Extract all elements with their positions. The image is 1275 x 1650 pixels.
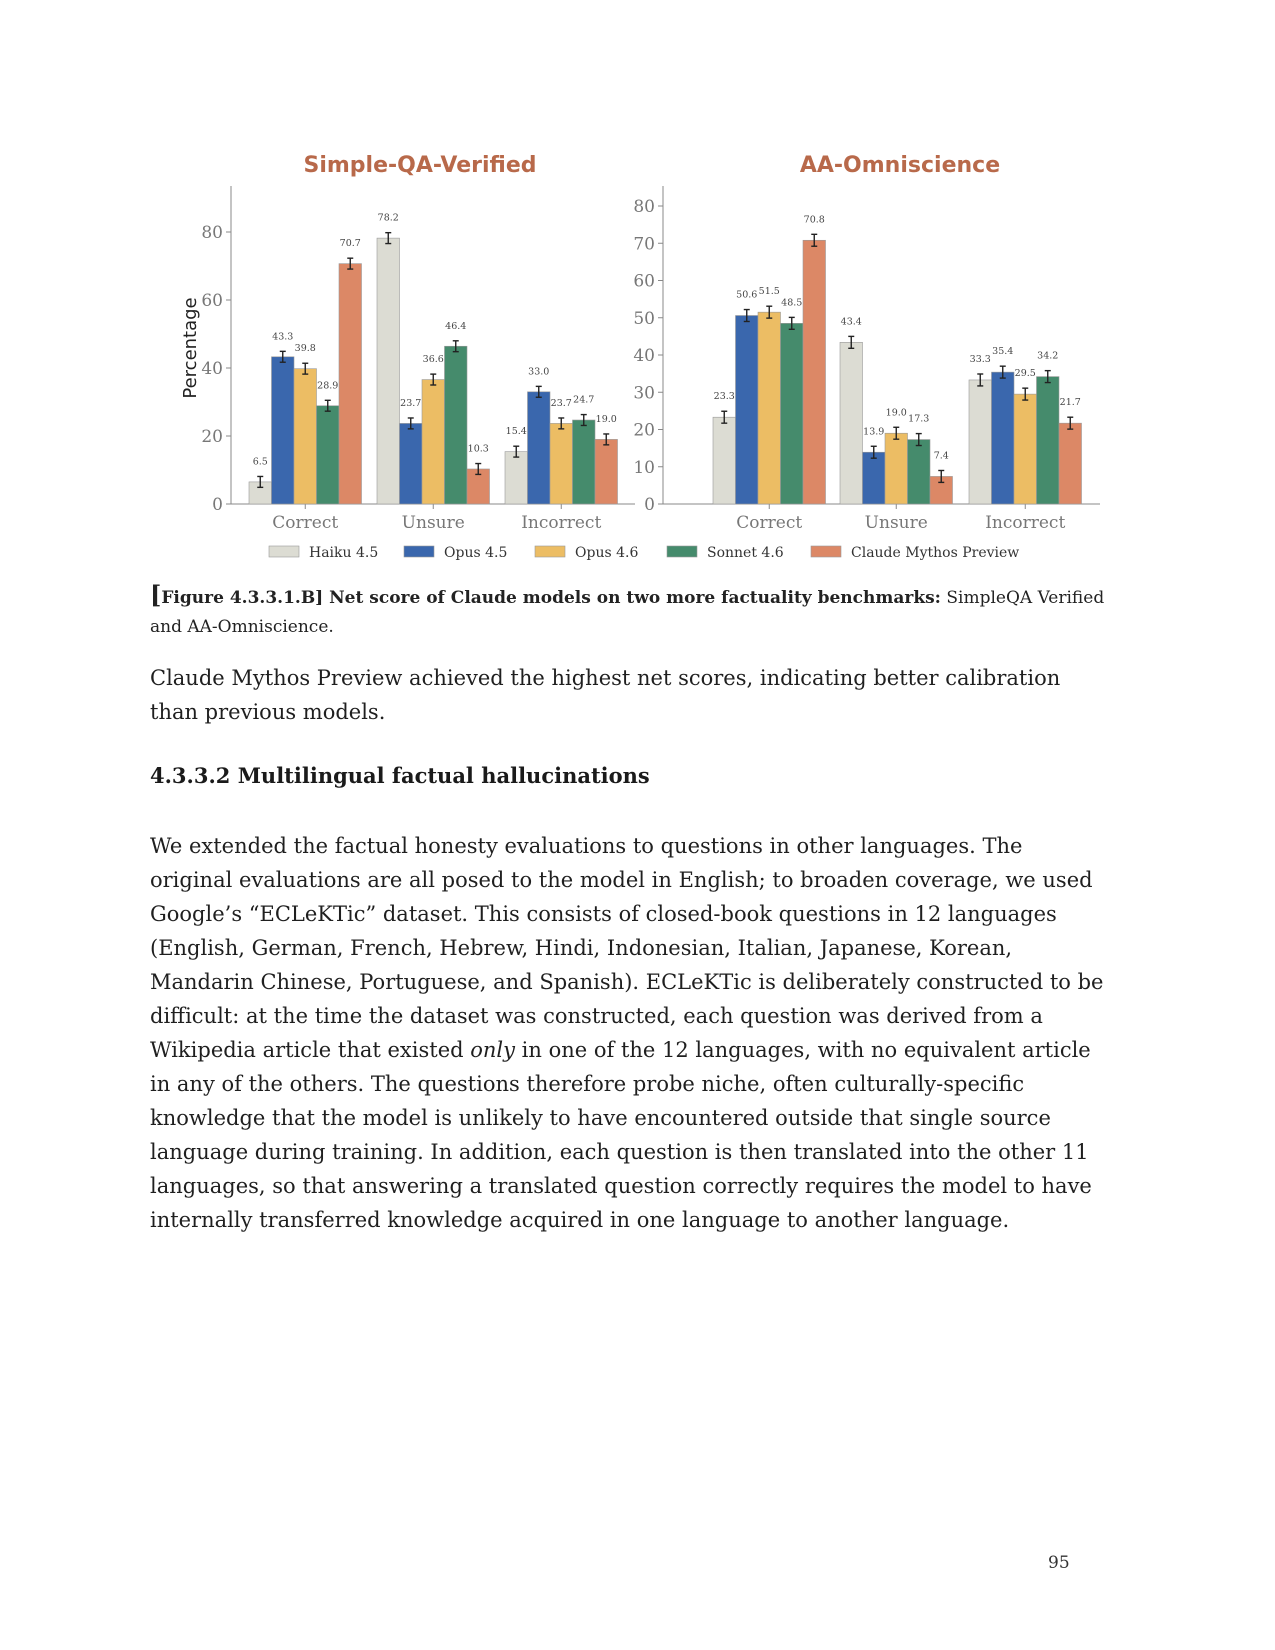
bar-value-label: 51.5 [758, 286, 780, 298]
bar [803, 240, 826, 504]
bar-value-label: 46.4 [445, 320, 467, 332]
bar-value-label: 15.4 [505, 426, 527, 438]
bar [1037, 377, 1060, 504]
chart-title: AA-Omniscience [799, 153, 1001, 178]
bar [595, 439, 618, 504]
bar-value-label: 78.2 [377, 212, 399, 224]
bar [863, 452, 886, 504]
bar-value-label: 43.4 [840, 316, 862, 328]
caption-bracket: [ [150, 580, 162, 609]
section-heading: 4.3.3.2 Multilingual factual hallucinations [150, 763, 650, 788]
bar [294, 369, 317, 504]
bar-value-label: 29.5 [1014, 368, 1036, 380]
bar [885, 433, 908, 504]
y-tick-label: 80 [201, 223, 223, 243]
bar-value-label: 6.5 [252, 456, 268, 468]
bar [736, 316, 759, 504]
bar-value-label: 43.3 [272, 331, 294, 343]
bar [713, 417, 736, 504]
legend-swatch [269, 546, 299, 557]
bar [781, 323, 804, 504]
bar-value-label: 13.9 [863, 426, 885, 438]
y-tick-label: 40 [201, 359, 223, 379]
bar [272, 357, 295, 504]
bar-value-label: 10.3 [467, 443, 489, 455]
y-tick-label: 0 [644, 495, 655, 515]
paragraph-emphasis: only [470, 1038, 515, 1062]
bar [339, 264, 362, 504]
legend-swatch [811, 546, 841, 557]
paragraph-results: Claude Mythos Preview achieved the highest net scores, indicating better calibration than previous models. [150, 666, 1061, 724]
x-tick-label: Incorrect [521, 513, 602, 533]
legend-label: Haiku 4.5 [309, 545, 379, 560]
bar [573, 420, 596, 504]
x-tick-label: Correct [272, 513, 339, 533]
chart-title: Simple-QA-Verified [303, 153, 537, 178]
bar-value-label: 24.7 [573, 394, 595, 406]
y-axis-label: Percentage [180, 297, 201, 399]
bar [317, 406, 340, 504]
bar-value-label: 39.8 [294, 343, 316, 355]
bar-value-label: 35.4 [992, 346, 1014, 358]
y-tick-label: 30 [633, 383, 655, 404]
y-tick-label: 70 [633, 234, 655, 255]
chart-simple-qa-verified [180, 153, 635, 533]
bar-value-label: 19.0 [595, 413, 617, 425]
bar-value-label: 70.7 [339, 238, 361, 250]
legend-swatch [535, 546, 565, 557]
legend-label: Opus 4.5 [444, 545, 508, 560]
bar [992, 372, 1015, 504]
paragraph-text-1: We extended the factual honesty evaluations to questions in other languages. The original evaluations are all posed to the model in English; to broaden coverage, we used Google’s “ECLeKTic” dataset. This consists of closed-book questions in 12 languages (English, German, French, Hebrew, Hindi, Indonesian, Italian, Japanese, Korean, Mandarin Chinese, Portuguese, and Spanish). ECLeKTic is deliberately constructed to be difficult: at the time the dataset was constructed, each question was derived from a Wikipedia article that existed [150, 834, 1104, 1062]
bar-value-label: 17.3 [908, 413, 930, 425]
bar-value-label: 23.7 [400, 397, 422, 409]
bar-value-label: 33.0 [528, 366, 550, 378]
bar [1059, 423, 1082, 504]
caption-label: Figure 4.3.3.1.B] Net score of Claude models on two more factuality benchmarks: [161, 588, 941, 608]
legend-label: Claude Mythos Preview [851, 545, 1020, 560]
bar [1014, 394, 1037, 504]
chart-aa-omniscience [633, 153, 1100, 533]
bar-value-label: 33.3 [969, 353, 991, 365]
x-tick-label: Unsure [864, 513, 928, 533]
legend-swatch [404, 546, 434, 557]
y-tick-label: 10 [633, 457, 655, 478]
bar [758, 312, 781, 504]
page-number: 95 [1048, 1553, 1070, 1573]
bar-value-label: 23.3 [713, 391, 735, 403]
bar [840, 342, 863, 504]
bar-value-label: 70.8 [803, 214, 825, 226]
y-tick-label: 20 [633, 420, 655, 441]
caption-text: SimpleQA Verified and AA-Omniscience. [150, 588, 1105, 637]
legend-swatch [667, 546, 697, 557]
y-tick-label: 80 [633, 197, 655, 217]
legend-label: Opus 4.6 [575, 545, 639, 560]
bar-value-label: 28.9 [317, 380, 339, 392]
y-tick-label: 40 [633, 346, 655, 366]
bar-value-label: 34.2 [1037, 350, 1059, 362]
bar-value-label: 23.7 [550, 397, 572, 409]
y-tick-label: 60 [633, 271, 655, 292]
bar [445, 346, 468, 504]
y-tick-label: 0 [212, 495, 223, 515]
bar-value-label: 21.7 [1059, 397, 1081, 409]
bar-value-label: 48.5 [781, 297, 803, 309]
bar-value-label: 19.0 [885, 407, 907, 419]
figure-charts [0, 0, 1275, 560]
x-tick-label: Unsure [401, 513, 465, 533]
bar [550, 423, 573, 504]
y-tick-label: 20 [201, 427, 223, 447]
bar-value-label: 36.6 [422, 354, 444, 366]
bar [969, 380, 992, 504]
paragraph-text-2: in one of the 12 languages, with no equivalent article in any of the others. The questions therefore probe niche, often culturally-specific knowledge that the model is unlikely to have encountered outside that single source language during training. In addition, each question is then translated into the other 11 languages, so that answering a translated question correctly requires the model to have internally transferred knowledge acquired in one language to another language. [150, 1038, 1092, 1232]
legend-label: Sonnet 4.6 [707, 545, 784, 560]
bar-value-label: 50.6 [736, 289, 758, 301]
bar [377, 238, 400, 504]
bar [528, 392, 551, 504]
x-tick-label: Incorrect [985, 513, 1066, 533]
bar [400, 423, 423, 504]
x-tick-label: Correct [736, 513, 803, 533]
bar-value-label: 7.4 [933, 450, 949, 462]
figure-caption [150, 580, 1110, 642]
y-tick-label: 60 [201, 291, 223, 311]
chart-legend [269, 545, 1019, 560]
paragraph-multilingual [150, 829, 1110, 1237]
bar [908, 440, 931, 504]
y-tick-label: 50 [633, 308, 655, 329]
bar [422, 380, 445, 504]
bar [505, 452, 528, 504]
